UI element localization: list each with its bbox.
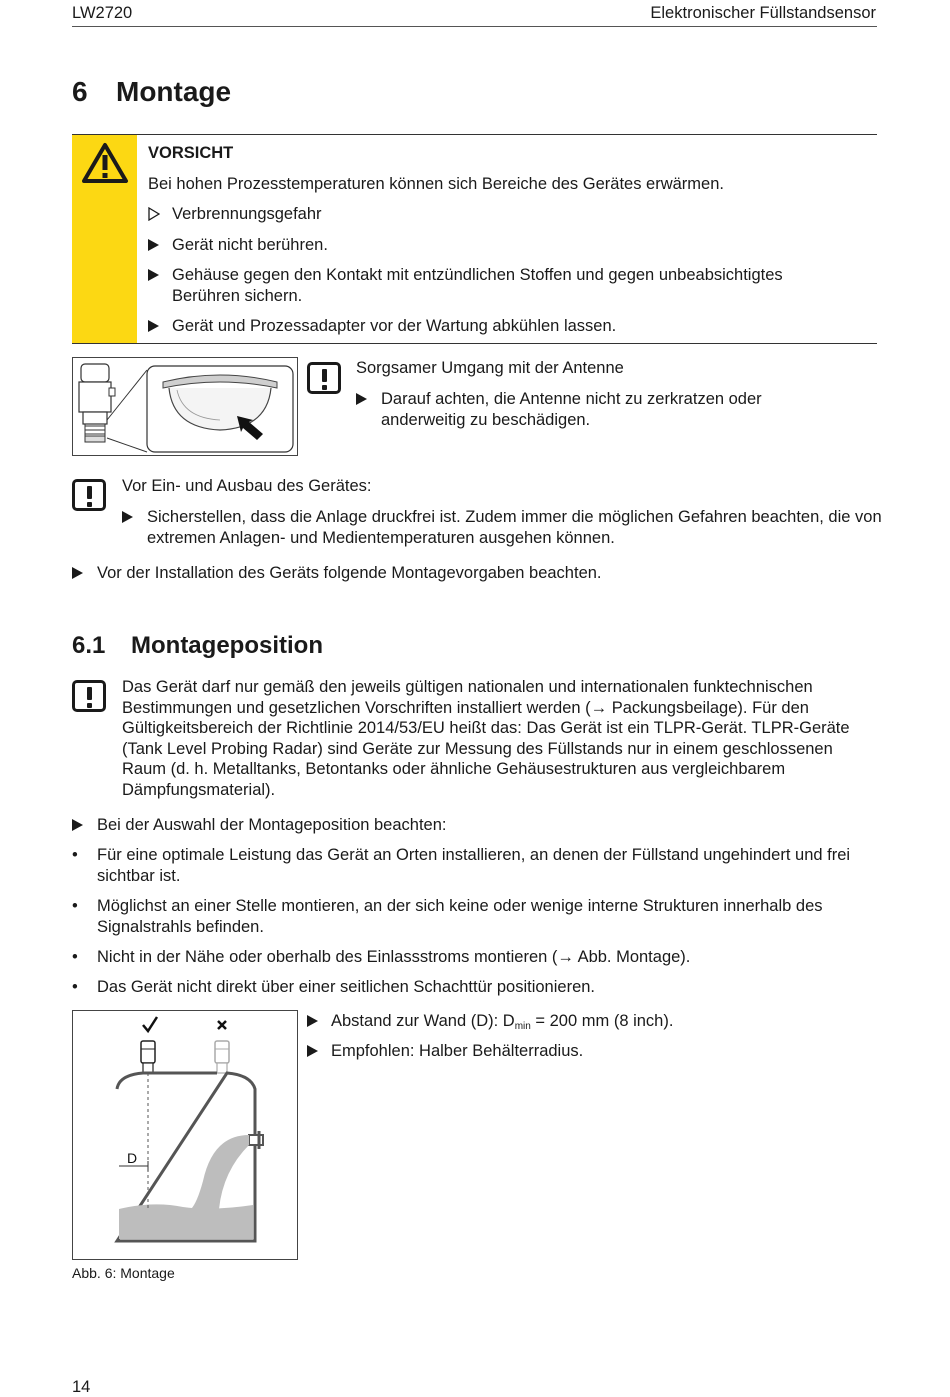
- action-arrow-icon: [307, 1015, 318, 1027]
- general-action: [72, 563, 872, 584]
- distance-prefix: Abstand zur Wand (D): D: [331, 1012, 515, 1030]
- install-note-action: [122, 507, 882, 548]
- dimension-label-d: D: [127, 1150, 138, 1166]
- warning-action-text: Gerät nicht berühren.: [172, 236, 328, 254]
- check-icon: [143, 1017, 157, 1031]
- section-title: Montage: [116, 76, 232, 107]
- note-exclamation-icon: [307, 362, 341, 394]
- subsection-title: Montageposition: [131, 632, 323, 659]
- list-item-text: Das Gerät nicht direkt über einer seitlichen Schachttür positionieren.: [97, 978, 596, 996]
- distance-subscript: min: [514, 1021, 531, 1032]
- section-number: 6: [72, 76, 88, 107]
- warning-action-text: Gerät und Prozessadapter vor der Wartung abkühlen lassen.: [172, 317, 617, 335]
- distance-action: [307, 1011, 867, 1038]
- warning-consequence-text: Verbrennungsgefahr: [172, 205, 322, 223]
- header-title: Elektronischer Füllstandsensor: [650, 4, 876, 22]
- general-action-text: Vor der Installation des Geräts folgende Montagevorgaben beachten.: [97, 564, 602, 582]
- list-item-text: Nicht in der Nähe oder oberhalb des Einlassstroms montieren (→ Abb. Montage).: [97, 948, 691, 966]
- action-arrow-icon: [148, 239, 159, 251]
- note-exclamation-icon: [72, 479, 106, 511]
- list-item: • Für eine optimale Leistung das Gerät an Orten installieren, an denen der Füllstand ungehindert und frei sichtbar ist.: [72, 845, 862, 886]
- header-product: LW2720: [72, 4, 133, 22]
- list-item-text: Möglichst an einer Stelle montieren, an der sich keine oder wenige interne Strukturen innerhalb des Signalstrahls befinden.: [97, 897, 823, 936]
- tank-figure: [72, 1010, 298, 1260]
- warning-action-text: Gehäuse gegen den Kontakt mit entzündlichen Stoffen und gegen unbeabsichtigtes Berühren sichern.: [172, 266, 783, 305]
- warning-top-rule: [72, 134, 877, 135]
- list-item: • Nicht in der Nähe oder oberhalb des Einlassstroms montieren (→ Abb. Montage).: [72, 947, 862, 968]
- list-item: • Möglichst an einer Stelle montieren, an der sich keine oder wenige interne Strukturen innerhalb des Signalstrahls befinden.: [72, 896, 862, 937]
- warning-action-2: [148, 265, 848, 306]
- subsection-number: 6.1: [72, 632, 106, 659]
- action-arrow-icon: [72, 819, 83, 831]
- warning-action-3: [148, 316, 868, 337]
- page-number: 14: [72, 1378, 91, 1396]
- distance-suffix: = 200 mm (8 inch).: [530, 1012, 674, 1030]
- warning-bottom-rule: [72, 343, 877, 344]
- action-arrow-icon: [307, 1045, 318, 1057]
- antenna-figure: [72, 357, 298, 456]
- install-note-title: Vor Ein- und Ausbau des Gerätes:: [122, 477, 372, 495]
- warning-consequence: [148, 204, 868, 225]
- recommended-action: [307, 1041, 867, 1062]
- section-heading: [72, 76, 231, 108]
- tank-illustration: [73, 1011, 297, 1259]
- recommended-action-text: Empfohlen: Halber Behälterradius.: [331, 1042, 584, 1060]
- action-arrow-icon: [356, 393, 367, 405]
- action-arrow-icon: [122, 511, 133, 523]
- position-action: [72, 815, 872, 836]
- list-item-text: Für eine optimale Leistung das Gerät an Orten installieren, an denen der Füllstand ungehindert und frei sichtbar ist.: [97, 846, 851, 885]
- regulatory-note: Das Gerät darf nur gemäß den jeweils gültigen nationalen und internationalen funktechnischen Bestimmungen und gesetzlichen Vorschriften installiert werden (→ Packungsbeilage). Für den Gültigkeitsbereich der Richtlinie 2014/53/EU heißt das: Das Gerät ist ein TLPR-Gerät. TLPR-Geräte (Tank Level Probing Radar) sind Geräte zur Messung des Füllstands nur in einem geschlossenen Raum (d. h. Metalltanks, Betontanks oder ähnliche Gehäusestrukturen aus vergleichbarem Dämpfungsmaterial).: [122, 678, 850, 799]
- action-arrow-icon: [148, 269, 159, 281]
- warning-signal-word: VORSICHT: [148, 144, 234, 162]
- header-rule: [72, 26, 877, 27]
- list-item: • Das Gerät nicht direkt über einer seitlichen Schachttür positionieren.: [72, 977, 862, 998]
- note-exclamation-icon: [72, 680, 106, 712]
- position-action-text: Bei der Auswahl der Montageposition beachten:: [97, 816, 447, 834]
- warning-triangle-icon: [81, 142, 129, 189]
- warning-action-1: [148, 235, 868, 256]
- antenna-note-action: [356, 389, 856, 430]
- open-triangle-icon: [148, 207, 160, 226]
- antenna-illustration: [73, 358, 297, 455]
- action-arrow-icon: [72, 567, 83, 579]
- antenna-note-action-text: Darauf achten, die Antenne nicht zu zerkratzen oder anderweitig zu beschädigen.: [381, 390, 762, 429]
- action-arrow-icon: [148, 320, 159, 332]
- install-note-action-text: Sicherstellen, dass die Anlage druckfrei ist. Zudem immer die möglichen Gefahren beachten, die von extremen Anlagen- und Medientemperaturen ausgehen können.: [147, 508, 882, 547]
- figure-caption: Abb. 6: Montage: [72, 1265, 175, 1281]
- distance-action-text: [331, 1011, 867, 1038]
- cross-icon: [218, 1021, 226, 1029]
- warning-text: Bei hohen Prozesstemperaturen können sich Bereiche des Gerätes erwärmen.: [148, 175, 724, 193]
- antenna-note-title: Sorgsamer Umgang mit der Antenne: [356, 359, 624, 377]
- subsection-heading: [72, 632, 323, 660]
